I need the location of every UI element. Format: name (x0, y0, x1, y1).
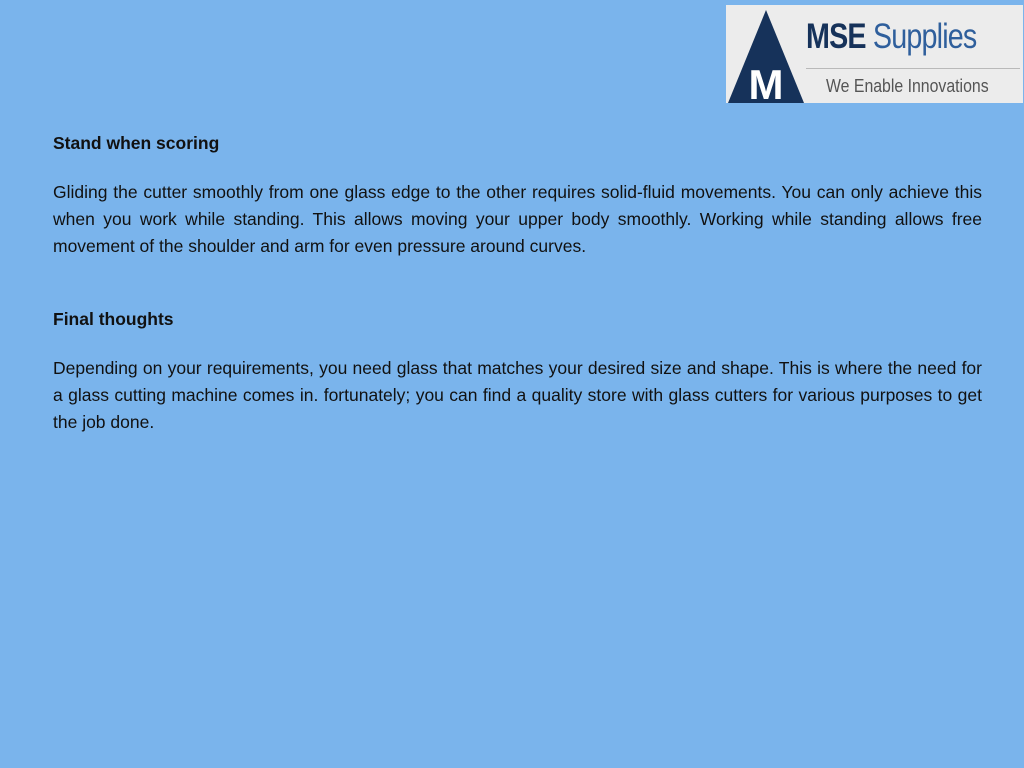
company-logo (726, 5, 1023, 103)
logo-brand-name (806, 17, 976, 57)
section-stand-when-scoring (53, 130, 982, 260)
logo-tagline: We Enable Innovations (826, 76, 989, 96)
logo-divider (806, 68, 1020, 69)
logo-brand-secondary: Supplies (872, 17, 977, 56)
logo-mark-letter: M (748, 61, 784, 103)
section-heading-final-thoughts: Final thoughts (53, 309, 174, 329)
article-content (53, 130, 982, 436)
section-spacer (53, 260, 982, 306)
section-body-final-thoughts: Depending on your requirements, you need glass that matches your desired size and shape. This is where the need for a glass cutting machine comes in. fortunately; you can find a quality store with glass cutters for various purposes to get the job done. (53, 358, 982, 432)
section-body-stand-when-scoring: Gliding the cutter smoothly from one glass edge to the other requires solid-fluid movements. You can only achieve this when you work while standing. This allows moving your upper body smoothly. Working while standing allows free movement of the shoulder and arm for even pressure around curves. (53, 182, 982, 256)
section-final-thoughts (53, 306, 982, 436)
logo-brand-primary: MSE (806, 17, 866, 56)
section-heading-stand-when-scoring: Stand when scoring (53, 133, 220, 153)
